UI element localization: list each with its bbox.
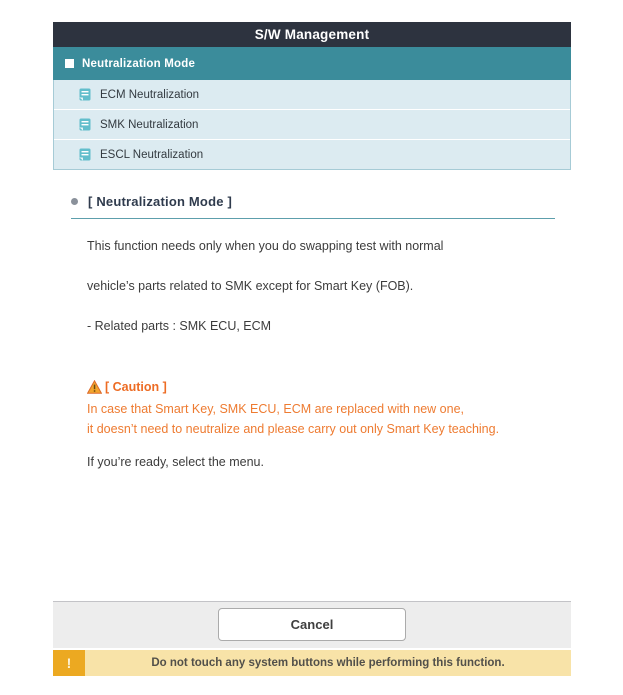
warning-triangle-icon: [87, 380, 102, 394]
caution-title-row: [87, 380, 557, 394]
square-bullet-icon: [65, 59, 74, 68]
document-icon: [78, 148, 91, 161]
caution-line: In case that Smart Key, SMK ECU, ECM are replaced with new one,: [87, 402, 465, 416]
menu-item-escl-neutralization[interactable]: [54, 139, 570, 169]
caution-block: [87, 380, 557, 439]
cancel-button[interactable]: Cancel: [218, 608, 406, 641]
ready-text: If you’re ready, select the menu.: [87, 455, 264, 469]
footer-bar: [53, 601, 571, 648]
system-warning-bar: [53, 650, 571, 676]
system-warning-text: Do not touch any system buttons while performing this function.: [85, 650, 571, 676]
caution-title-label: [ Caution ]: [105, 380, 167, 394]
exclamation-icon: !: [53, 650, 85, 676]
menu-item-ecm-neutralization[interactable]: [54, 80, 570, 109]
section-header: [53, 47, 571, 80]
menu-item-label: SMK Neutralization: [100, 118, 199, 131]
circle-bullet-icon: [71, 198, 78, 205]
menu-item-label: ECM Neutralization: [100, 88, 200, 101]
content-heading-label: [ Neutralization Mode ]: [88, 194, 232, 209]
content-heading: [71, 194, 555, 219]
page-title-label: S/W Management: [254, 27, 370, 42]
document-icon: [78, 118, 91, 131]
description-line: vehicle’s parts related to SMK except for Smart Key (FOB).: [87, 279, 414, 293]
menu-item-smk-neutralization[interactable]: [54, 109, 570, 139]
menu-item-label: ESCL Neutralization: [100, 148, 204, 161]
section-header-label: Neutralization Mode: [82, 57, 196, 70]
neutralization-menu: [53, 80, 571, 170]
description-line: This function needs only when you do swapping test with normal: [87, 239, 444, 253]
description-text: [87, 239, 557, 359]
description-line: - Related parts : SMK ECU, ECM: [87, 319, 272, 333]
caution-line: it doesn’t need to neutralize and please carry out only Smart Key teaching.: [87, 422, 500, 436]
document-icon: [78, 88, 91, 101]
page-title: [53, 22, 571, 47]
